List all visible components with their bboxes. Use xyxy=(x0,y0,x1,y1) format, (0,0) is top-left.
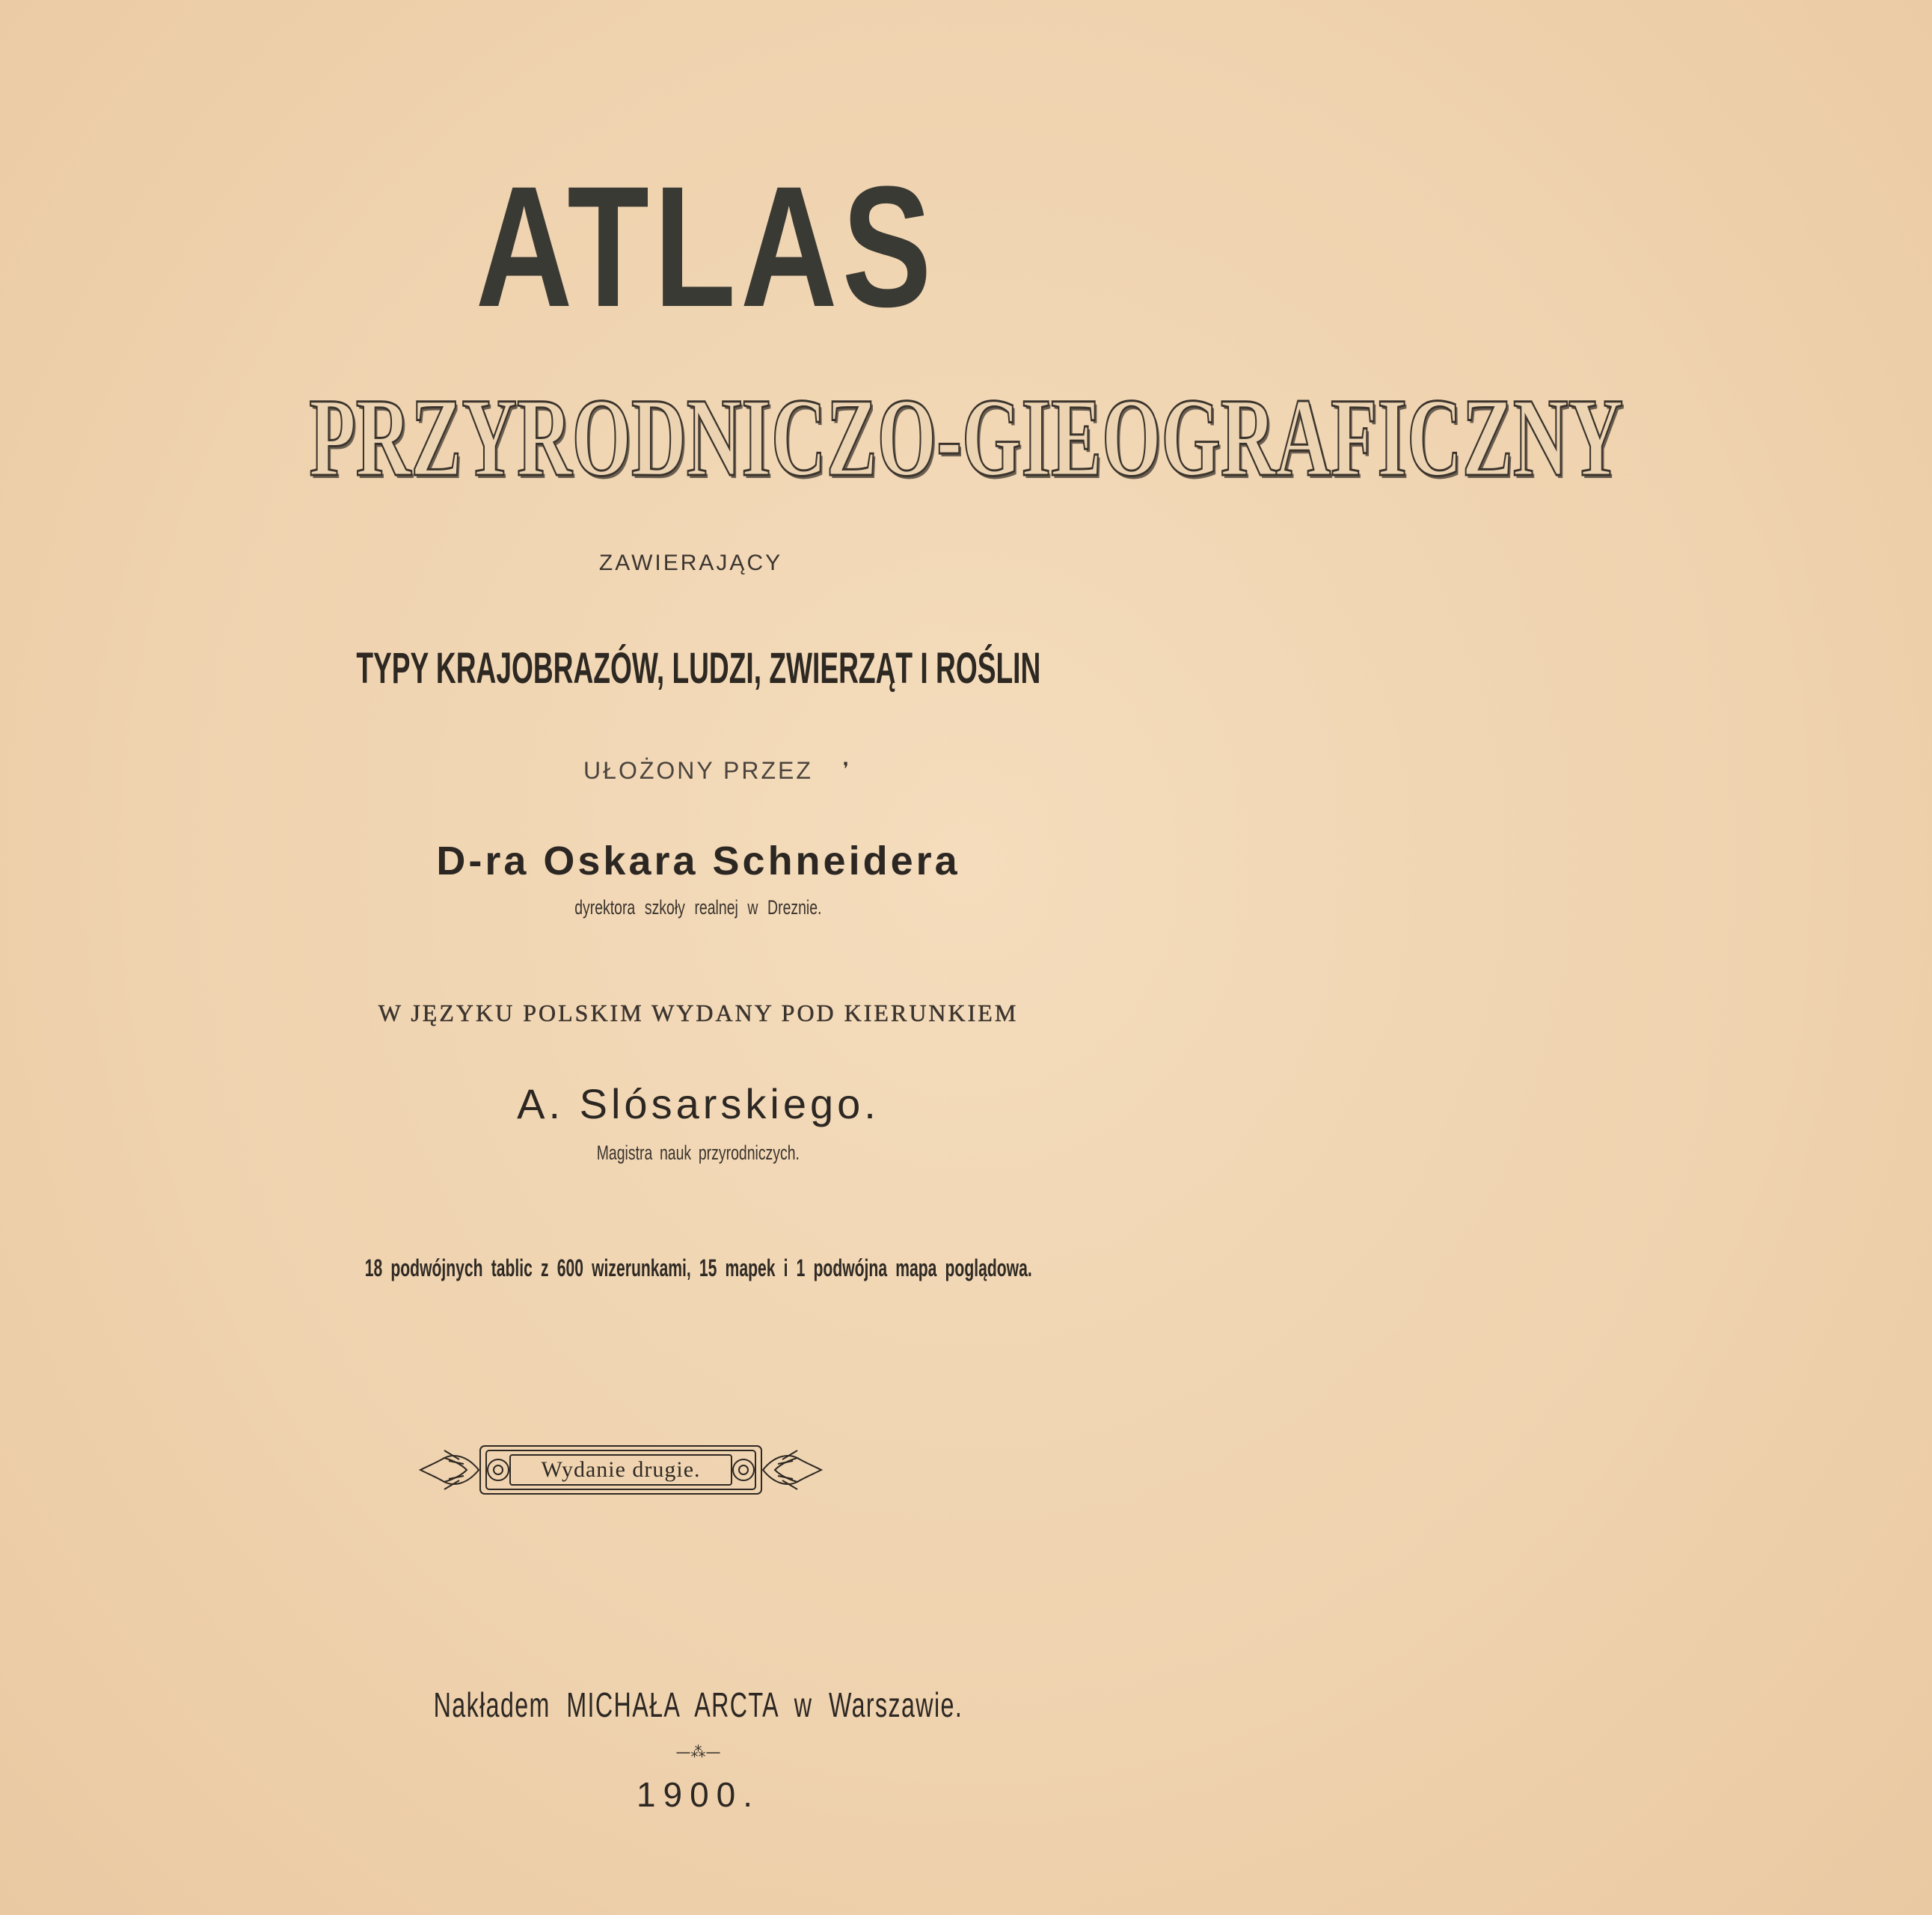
title xyxy=(0,150,1396,343)
editor-name: A. Slósarskiego. xyxy=(517,1080,880,1127)
subtitle-text: PRZYRODNICZO-GIEOGRAFICZNY xyxy=(309,376,1624,500)
plates-description xyxy=(0,1254,1396,1282)
editor-role xyxy=(0,1142,1396,1165)
publisher-text: Nakładem MICHAŁA ARCTA w Warszawie. xyxy=(433,1685,963,1724)
publication-year: 1900. xyxy=(636,1775,761,1814)
edition-cartouche xyxy=(414,1440,827,1500)
edition-label: Wydanie drugie. xyxy=(541,1457,701,1482)
plates-text: 18 podwójnych tablic z 600 wizerunkami, 15 mapek i 1 podwójna mapa poglądowa. xyxy=(364,1254,1032,1281)
publisher-line xyxy=(0,1685,1396,1725)
containing-label: ZAWIERAJĄCY xyxy=(598,551,783,575)
subtitle xyxy=(0,376,1624,500)
star-divider: —⁂— xyxy=(675,1743,721,1761)
editor-role-text: Magistra nauk przyrodniczych. xyxy=(596,1142,800,1164)
polish-edition-label: W JĘZYKU POLSKIM WYDANY POD KIERUNKIEM xyxy=(378,999,1019,1026)
author-role xyxy=(0,896,1396,919)
title-text: ATLAS xyxy=(475,150,936,343)
author-name: D-ra Oskara Schneidera xyxy=(436,839,960,883)
ink-speck: ❜ xyxy=(843,760,849,779)
contents-line xyxy=(0,643,1396,693)
arranged-by-label: UŁOŻONY PRZEZ xyxy=(583,757,813,784)
author-role-text: dyrektora szkoły realnej w Dreznie. xyxy=(574,896,822,919)
contents-text: TYPY KRAJOBRAZÓW, LUDZI, ZWIERZĄT I ROŚLIN xyxy=(356,644,1040,693)
